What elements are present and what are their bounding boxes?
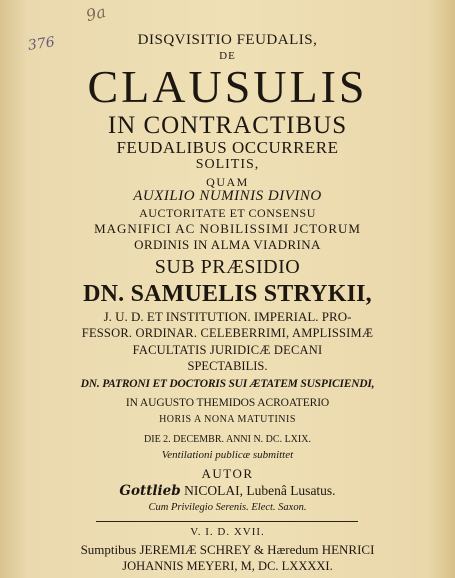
line-augusto: IN AUGUSTO THEMIDOS ACROATERIO <box>125 397 330 409</box>
line-disquisitio: DISQVISITIO FEUDALIS, <box>137 32 318 48</box>
pencil-scribble: 9a <box>83 1 108 26</box>
line-date: DIE 2. DECEMBR. ANNI N. DC. LXIX. <box>144 434 311 445</box>
line-solitis: SOLITIS, <box>195 157 260 172</box>
line-jud: J. U. D. ET INSTITUTION. IMPERIAL. PRO- <box>103 309 352 324</box>
line-horis: HORIS A NONA MATUTINIS <box>159 414 296 425</box>
line-feudalibus: FEUDALIBUS OCCURRERE <box>116 138 339 157</box>
line-auxilio: AUXILIO NUMINIS DIVINO <box>133 188 322 204</box>
author-surname: NICOLAI, Lubenâ Lusatus. <box>184 483 336 498</box>
line-vid: V. I. D. XVII. <box>190 526 265 538</box>
line-privilegio: Cum Privilegio Serenis. Elect. Saxon. <box>148 502 307 513</box>
author-first-name: Gottlieb <box>119 483 181 499</box>
line-autor: AUTOR <box>201 466 254 481</box>
line-patroni: DN. PATRONI ET DOCTORIS SUI ÆTATEM SUSPICIENDI, <box>80 378 375 390</box>
main-title: CLAUSULIS <box>87 61 368 112</box>
line-quam: QUAM <box>206 175 249 189</box>
line-de: DE <box>219 50 236 62</box>
line-ventilationi: Ventilationi publicæ submittet <box>161 449 294 461</box>
line-magnifici: MAGNIFICI AC NOBILISSIMI JCTORUM <box>94 221 361 236</box>
praeses-name: DN. SAMUELIS STRYKII, <box>83 281 372 307</box>
line-ordinis: ORDINIS IN ALMA VIADRINA <box>134 237 321 252</box>
line-sub-praesidio: SUB PRÆSIDIO <box>154 256 301 278</box>
shelfmark-annotation: 376 <box>27 34 56 54</box>
line-spectabilis: SPECTABILIS. <box>187 359 268 373</box>
imprint-printer-date: JOHANNIS MEYERI, M, DC. LXXXXI. <box>122 559 333 573</box>
divider-rule <box>96 521 358 522</box>
subtitle-in-contractibus: IN CONTRACTIBUS <box>107 112 348 139</box>
line-facultatis: FACULTATIS JURIDICÆ DECANI <box>132 343 323 357</box>
line-fessor: FESSOR. ORDINAR. CELEBERRIMI, AMPLISSIMÆ <box>81 326 374 340</box>
author-line <box>0 483 455 499</box>
imprint-publisher: Sumptibus JEREMIÆ SCHREY & Hæredum HENRICI <box>80 542 375 557</box>
line-auctoritate: AUCTORITATE ET CONSENSU <box>139 206 316 220</box>
